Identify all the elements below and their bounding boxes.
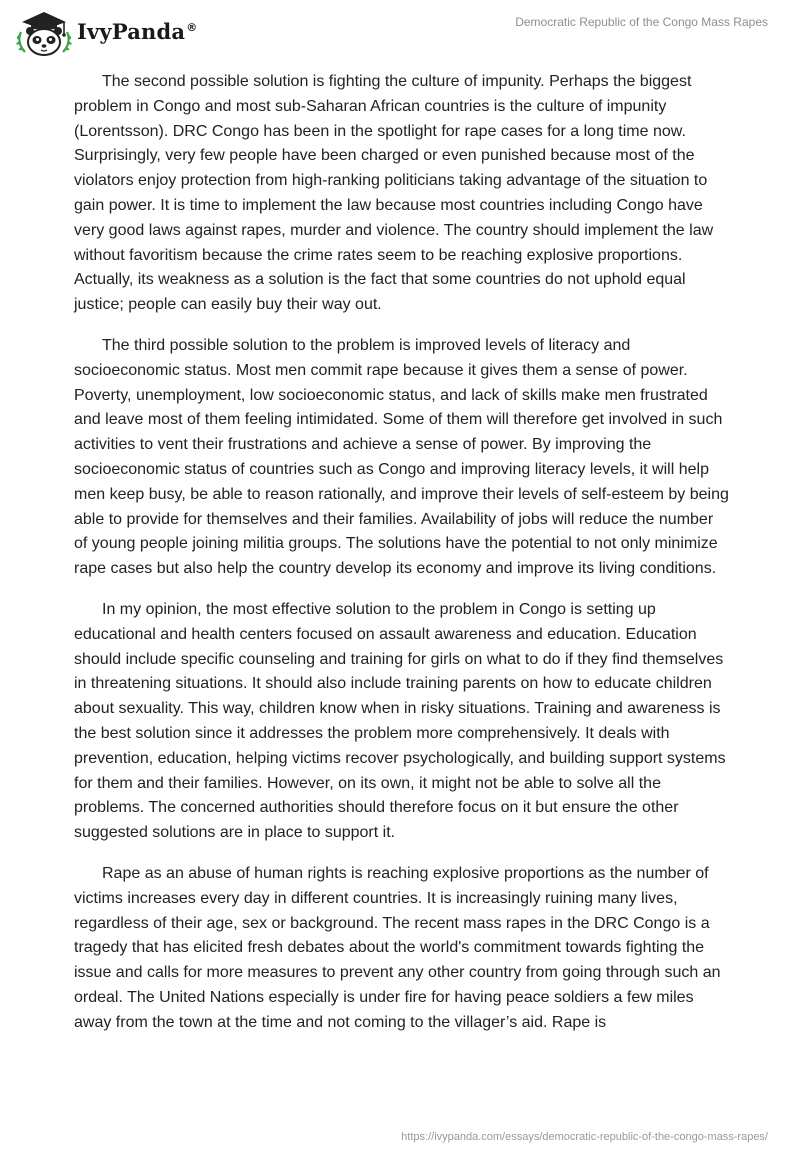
paragraph: Rape as an abuse of human rights is reaching explosive proportions as the number of victims increases every day in different countries. It is increasingly ruining many lives, regardless of their age, sex or background. The recent mass rapes in the DRC Congo is a tragedy that has elicited fresh debates about the world's commitment towards fighting the issue and calls for more measures to prevent any other country from going through such an ordeal. The United Nations especially is under fire for having peace soldiers a few miles away from the town at the time and not coming to the villager’s aid. Rape is bbox=[74, 864, 721, 1031]
essay-body bbox=[74, 70, 730, 1051]
brand-name bbox=[77, 19, 197, 44]
panda-graduate-icon bbox=[14, 8, 74, 58]
ivypanda-logo[interactable] bbox=[14, 8, 198, 58]
paragraph: The second possible solution is fighting the culture of impunity. Perhaps the biggest problem in Congo and most sub-Saharan African countries is the culture of impunity (Lorentsson). DRC Congo has been in the spotlight for rape cases for a long time now. Surprisingly, very few people have been charged or even punished because most of the violators enjoy protection from high-ranking politicians taking advantage of the situation to gain power. It is time to implement the law because most countries including Congo have very good laws against rapes, murder and violence. The country should implement the law without favoritism because the crime rates seem to be reaching explosive proportions. Actually, its weakness as a solution is the fact that some countries do not uphold equal justice; people can easily buy their way out. bbox=[74, 73, 714, 314]
paragraph: The third possible solution to the problem is improved levels of literacy and socioeconomic status. Most men commit rape because it gives them a sense of power. Poverty, unemployment, low socioeconomic status, and lack of skills make men frustrated and leave most of them feeling intimidated. Some of them will therefore get involved in such activities to vent their frustrations and achieve a sense of power. By improving the socioeconomic status of countries such as Congo and improving literacy levels, it will help men keep busy, be able to reason rationally, and improve their levels of self-esteem by being able to provide for themselves and their families. Availability of jobs will reduce the number of young people joining militia groups. The solutions have the potential to not only minimize rape cases but also help the country develop its economy and improve its living conditions. bbox=[74, 336, 729, 578]
paragraph: In my opinion, the most effective solution to the problem in Congo is setting up educational and health centers focused on assault awareness and education. Education should include specific counseling and training for girls on what to do if they find themselves in threatening situations. It should also include training parents on how to educate children about sexuality. This way, children know when in risky situations. Training and awareness is the best solution since it addresses the problem more comprehensively. It deals with prevention, education, helping victims recover psychologically, and building support systems for them and their families. However, on its own, it might not be able to solve all the problems. The concerned authorities should therefore focus on it but ensure the other suggested solutions are in place to support it. bbox=[74, 600, 726, 842]
document-title: Democratic Republic of the Congo Mass Rapes bbox=[515, 15, 768, 29]
brand-text: IvyPanda bbox=[77, 19, 186, 44]
source-url[interactable]: https://ivypanda.com/essays/democratic-republic-of-the-congo-mass-rapes/ bbox=[401, 1131, 768, 1143]
registered-mark: ® bbox=[186, 21, 198, 34]
page-header bbox=[0, 0, 800, 70]
